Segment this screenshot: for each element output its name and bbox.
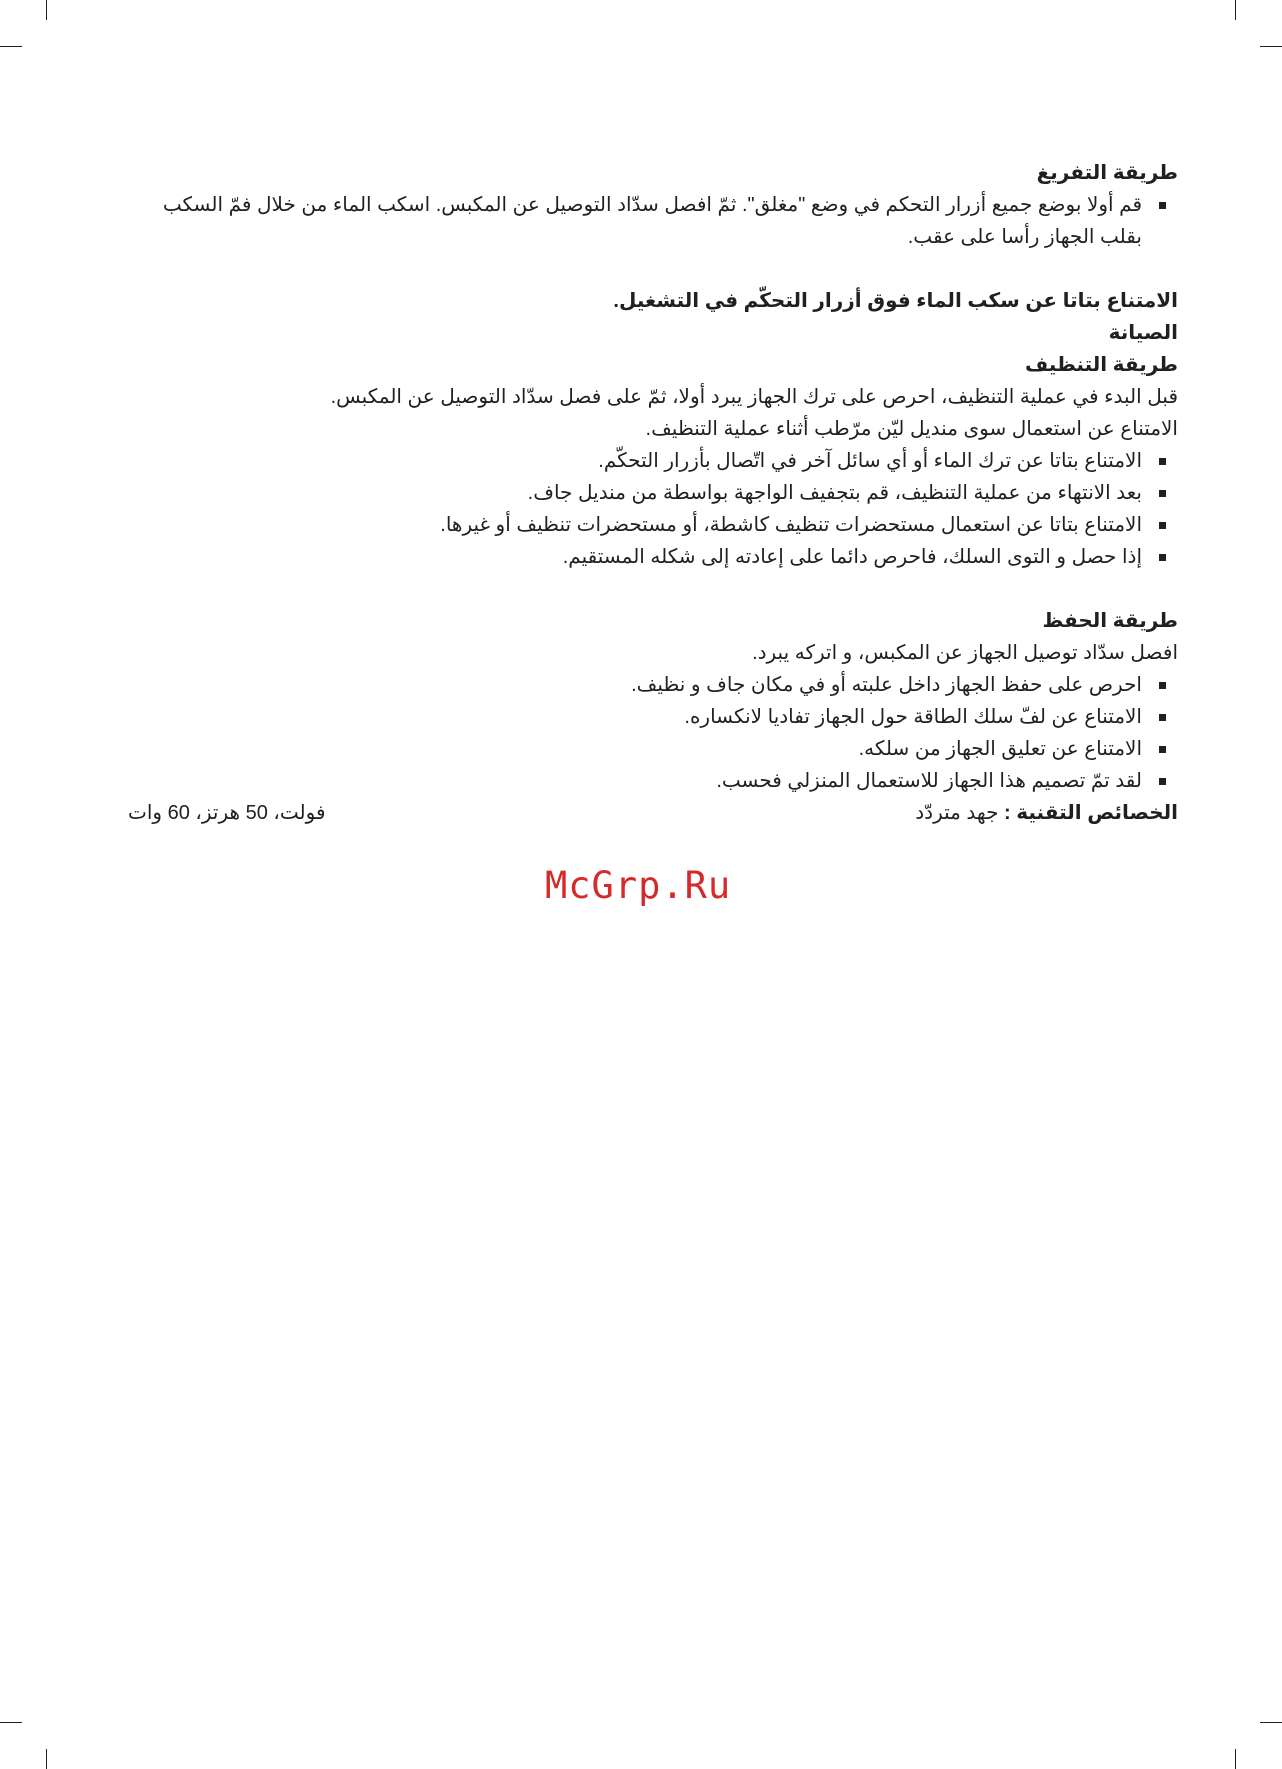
list-item: قم أولا بوضع جميع أزرار التحكم في وضع "مغلق". ثمّ افصل سدّاد التوصيل عن المكبس. اسكب الماء من خلال فمّ السكب بقلب الجهاز رأسا على عقب.	[128, 189, 1178, 253]
maintenance-heading: الصيانة	[1108, 322, 1178, 344]
crop-mark	[46, 1749, 47, 1769]
cleaning-list	[128, 445, 1178, 573]
specs-label: الخصائص التقنية :	[1004, 802, 1178, 824]
storage-intro: افصل سدّاد توصيل الجهاز عن المكبس، و اتركه يبرد.	[752, 642, 1178, 664]
specs-label-group	[915, 797, 1178, 829]
list-item: لقد تمّ تصميم هذا الجهاز للاستعمال المنزلي فحسب.	[128, 765, 1178, 797]
technical-specs	[128, 797, 1178, 829]
storage-list	[128, 669, 1178, 797]
crop-mark	[0, 46, 22, 47]
page-content	[128, 157, 1178, 829]
cleaning-heading: طريقة التنظيف	[1024, 354, 1178, 376]
list-item: الامتناع بتاتا عن استعمال مستحضرات تنظيف كاشطة، أو مستحضرات تنظيف أو غيرها.	[128, 509, 1178, 541]
crop-mark	[0, 1722, 22, 1723]
specs-value: فولت، 50 هرتز، 60 وات	[128, 802, 326, 824]
unloading-list	[128, 189, 1178, 253]
crop-mark	[1260, 1722, 1282, 1723]
unloading-heading: طريقة التفريغ	[1036, 162, 1178, 184]
crop-mark	[1235, 0, 1236, 20]
crop-mark	[46, 0, 47, 20]
list-item: الامتناع عن لفّ سلك الطاقة حول الجهاز تفاديا لانكساره.	[128, 701, 1178, 733]
storage-heading: طريقة الحفظ	[1042, 610, 1178, 632]
list-item: احرص على حفظ الجهاز داخل علبته أو في مكان جاف و نظيف.	[128, 669, 1178, 701]
crop-mark	[1260, 46, 1282, 47]
cleaning-intro-line: الامتناع عن استعمال سوى منديل ليّن مرّطب أثناء عملية التنظيف.	[645, 418, 1178, 440]
warning-text: الامتناع بتاتا عن سكب الماء فوق أزرار التحكّم في التشغيل.	[613, 290, 1178, 312]
crop-mark	[1235, 1749, 1236, 1769]
specs-label-suffix: جهد متردّد	[915, 802, 999, 824]
watermark-text: McGrp.Ru	[545, 864, 732, 907]
list-item: بعد الانتهاء من عملية التنظيف، قم بتجفيف الواجهة بواسطة من منديل جاف.	[128, 477, 1178, 509]
list-item: الامتناع عن تعليق الجهاز من سلكه.	[128, 733, 1178, 765]
list-item: إذا حصل و التوى السلك، فاحرص دائما على إعادته إلى شكله المستقيم.	[128, 541, 1178, 573]
list-item: الامتناع بتاتا عن ترك الماء أو أي سائل آخر في اتّصال بأزرار التحكّم.	[128, 445, 1178, 477]
cleaning-intro-line: قبل البدء في عملية التنظيف، احرص على ترك الجهاز يبرد أولا، ثمّ على فصل سدّاد التوصيل عن المكبس.	[330, 386, 1178, 408]
